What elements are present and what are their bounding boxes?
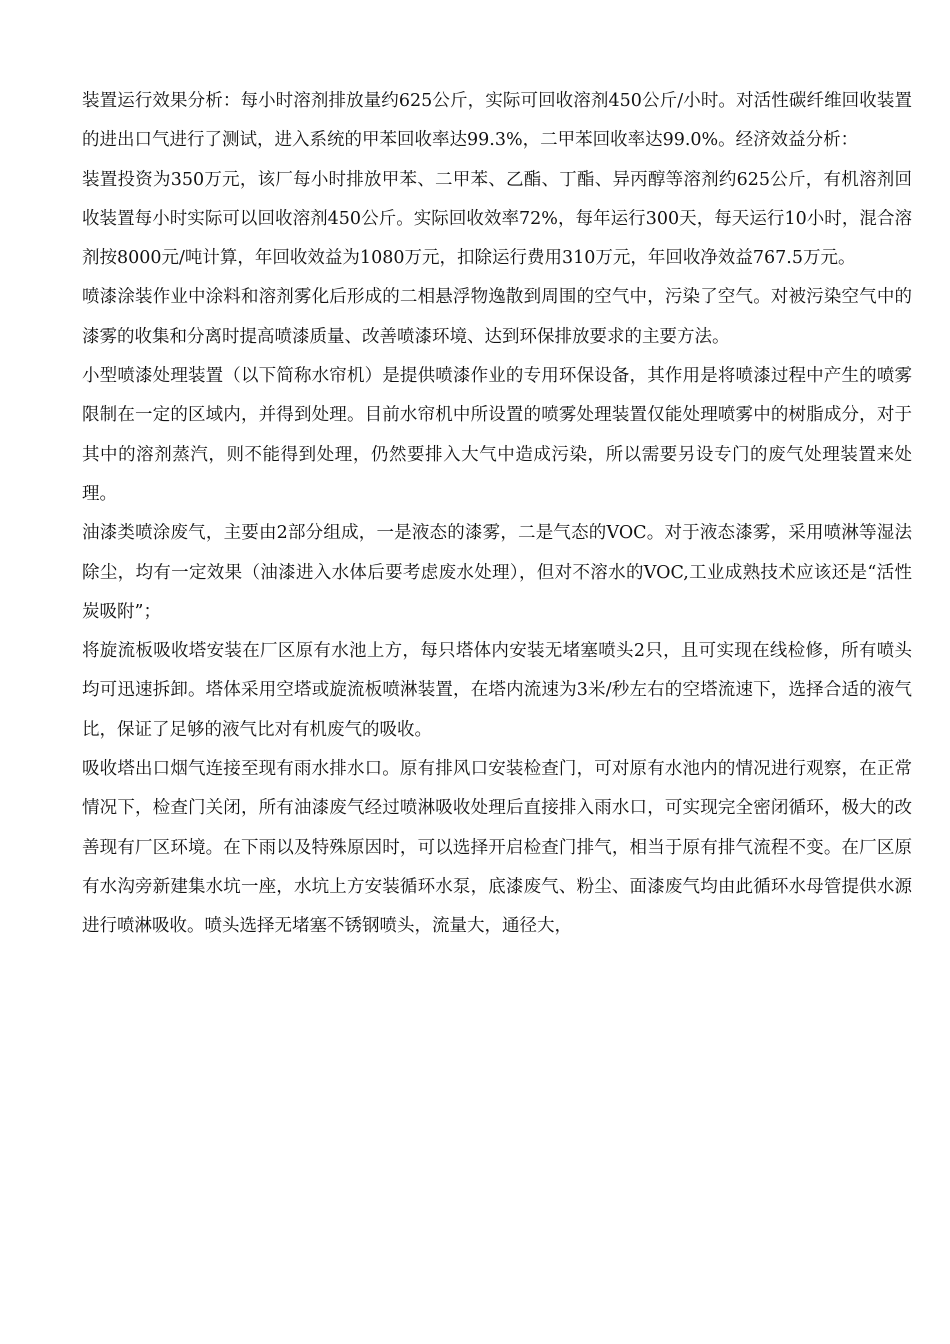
paragraph-absorption-tower-install: 将旋流板吸收塔安装在厂区原有水池上方，每只塔体内安装无堵塞喷头2只，且可实现在线检修，所有喷头均可迅速拆卸。塔体采用空塔或旋流板喷淋装置，在塔内流速为3米/秒左右的空塔流速下，选择合适的液气比，保证了足够的液气比对有机废气的吸收。: [82, 641, 912, 740]
paragraph-performance-analysis: 装置运行效果分析：每小时溶剂排放量约625公斤，实际可回收溶剂450公斤/小时。对活性碳纤维回收装置的进出口气进行了测试，进入系统的甲苯回收率达99.3%，二甲苯回收率达99.0%。经济效益分析：: [82, 91, 912, 151]
paragraph-paint-exhaust-composition: 油漆类喷涂废气，主要由2部分组成，一是液态的漆雾，二是气态的VOC。对于液态漆雾，采用喷淋等湿法除尘，均有一定效果（油漆进入水体后要考虑废水处理），但对不溶水的VOC,工业成熟技术应该还是“活性炭吸附”；: [82, 523, 912, 622]
paragraph-tower-outlet-connection: 吸收塔出口烟气连接至现有雨水排水口。原有排风口安装检查门，可对原有水池内的情况进行观察，在正常情况下，检查门关闭，所有油漆废气经过喷淋吸收处理后直接排入雨水口，可实现完全密闭循环，极大的改善现有厂区环境。在下雨以及特殊原因时，可以选择开启检查门排气，相当于原有排气流程不变。在厂区原有水沟旁新建集水坑一座，水坑上方安装循环水泵，底漆废气、粉尘、面漆废气均由此循环水母管提供水源进行喷淋吸收。喷头选择无堵塞不锈钢喷头，流量大，通径大，: [82, 759, 912, 937]
document-body: [82, 82, 912, 947]
paragraph-water-curtain-machine: 小型喷漆处理装置（以下简称水帘机）是提供喷漆作业的专用环保设备，其作用是将喷漆过程中产生的喷雾限制在一定的区域内，并得到处理。目前水帘机中所设置的喷雾处理装置仅能处理喷雾中的树脂成分，对于其中的溶剂蒸汽，则不能得到处理，仍然要排入大气中造成污染，所以需要另设专门的废气处理装置来处理。: [82, 366, 912, 504]
paragraph-investment-benefit: 装置投资为350万元，该厂每小时排放甲苯、二甲苯、乙酯、丁酯、异丙醇等溶剂约625公斤，有机溶剂回收装置每小时实际可以回收溶剂450公斤。实际回收效率72%，每年运行300天，每天运行10小时，混合溶剂按8000元/吨计算，年回收效益为1080万元，扣除运行费用310万元，年回收净效益767.5万元。: [82, 169, 912, 269]
paragraph-spray-painting-pollution: 喷漆涂装作业中涂料和溶剂雾化后形成的二相悬浮物逸散到周围的空气中，污染了空气。对被污染空气中的漆雾的收集和分离时提高喷漆质量、改善喷漆环境、达到环保排放要求的主要方法。: [82, 287, 912, 347]
